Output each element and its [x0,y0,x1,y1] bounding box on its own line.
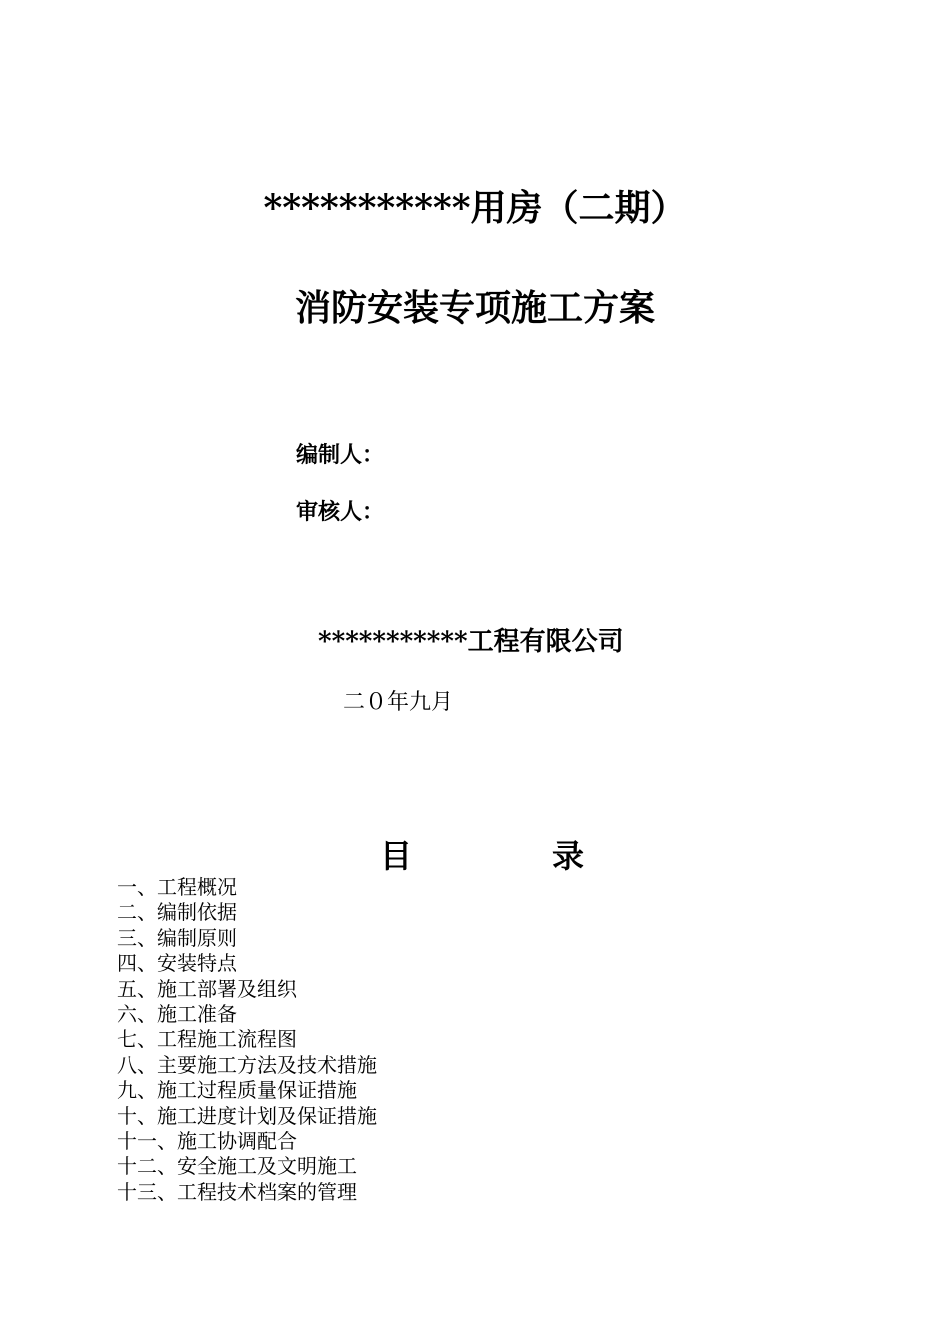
compiler-label: 编制人： [296,442,385,468]
toc-item: 五、施工部署及组织 [117,976,297,1001]
toc-item: 八、主要施工方法及技术措施 [117,1052,377,1077]
toc-item: 三、编制原则 [117,925,237,950]
cover-title-line2: 消防安装专项施工方案 [294,287,655,329]
toc-item: 二、编制依据 [117,900,237,925]
toc-heading-char1: 目 [380,837,413,875]
toc-item: 十、施工进度计划及保证措施 [117,1103,377,1128]
toc-item: 四、安装特点 [117,951,237,976]
document-date: 二０年九月 [343,690,454,715]
toc-item: 九、施工过程质量保证措施 [117,1078,357,1103]
cover-title-line1: ***********用房（二期） [263,187,687,229]
toc-list [117,875,377,1205]
toc-heading-char2: 录 [552,837,585,875]
reviewer-label: 审核人： [296,499,385,525]
toc-item: 十三、工程技术档案的管理 [117,1179,357,1204]
toc-item: 十二、安全施工及文明施工 [117,1154,357,1179]
toc-item: 七、工程施工流程图 [117,1027,297,1052]
toc-item: 六、施工准备 [117,1002,237,1027]
toc-item: 一、工程概况 [117,875,237,899]
toc-item: 十一、施工协调配合 [117,1129,297,1154]
company-name: ***********工程有限公司 [318,627,624,657]
